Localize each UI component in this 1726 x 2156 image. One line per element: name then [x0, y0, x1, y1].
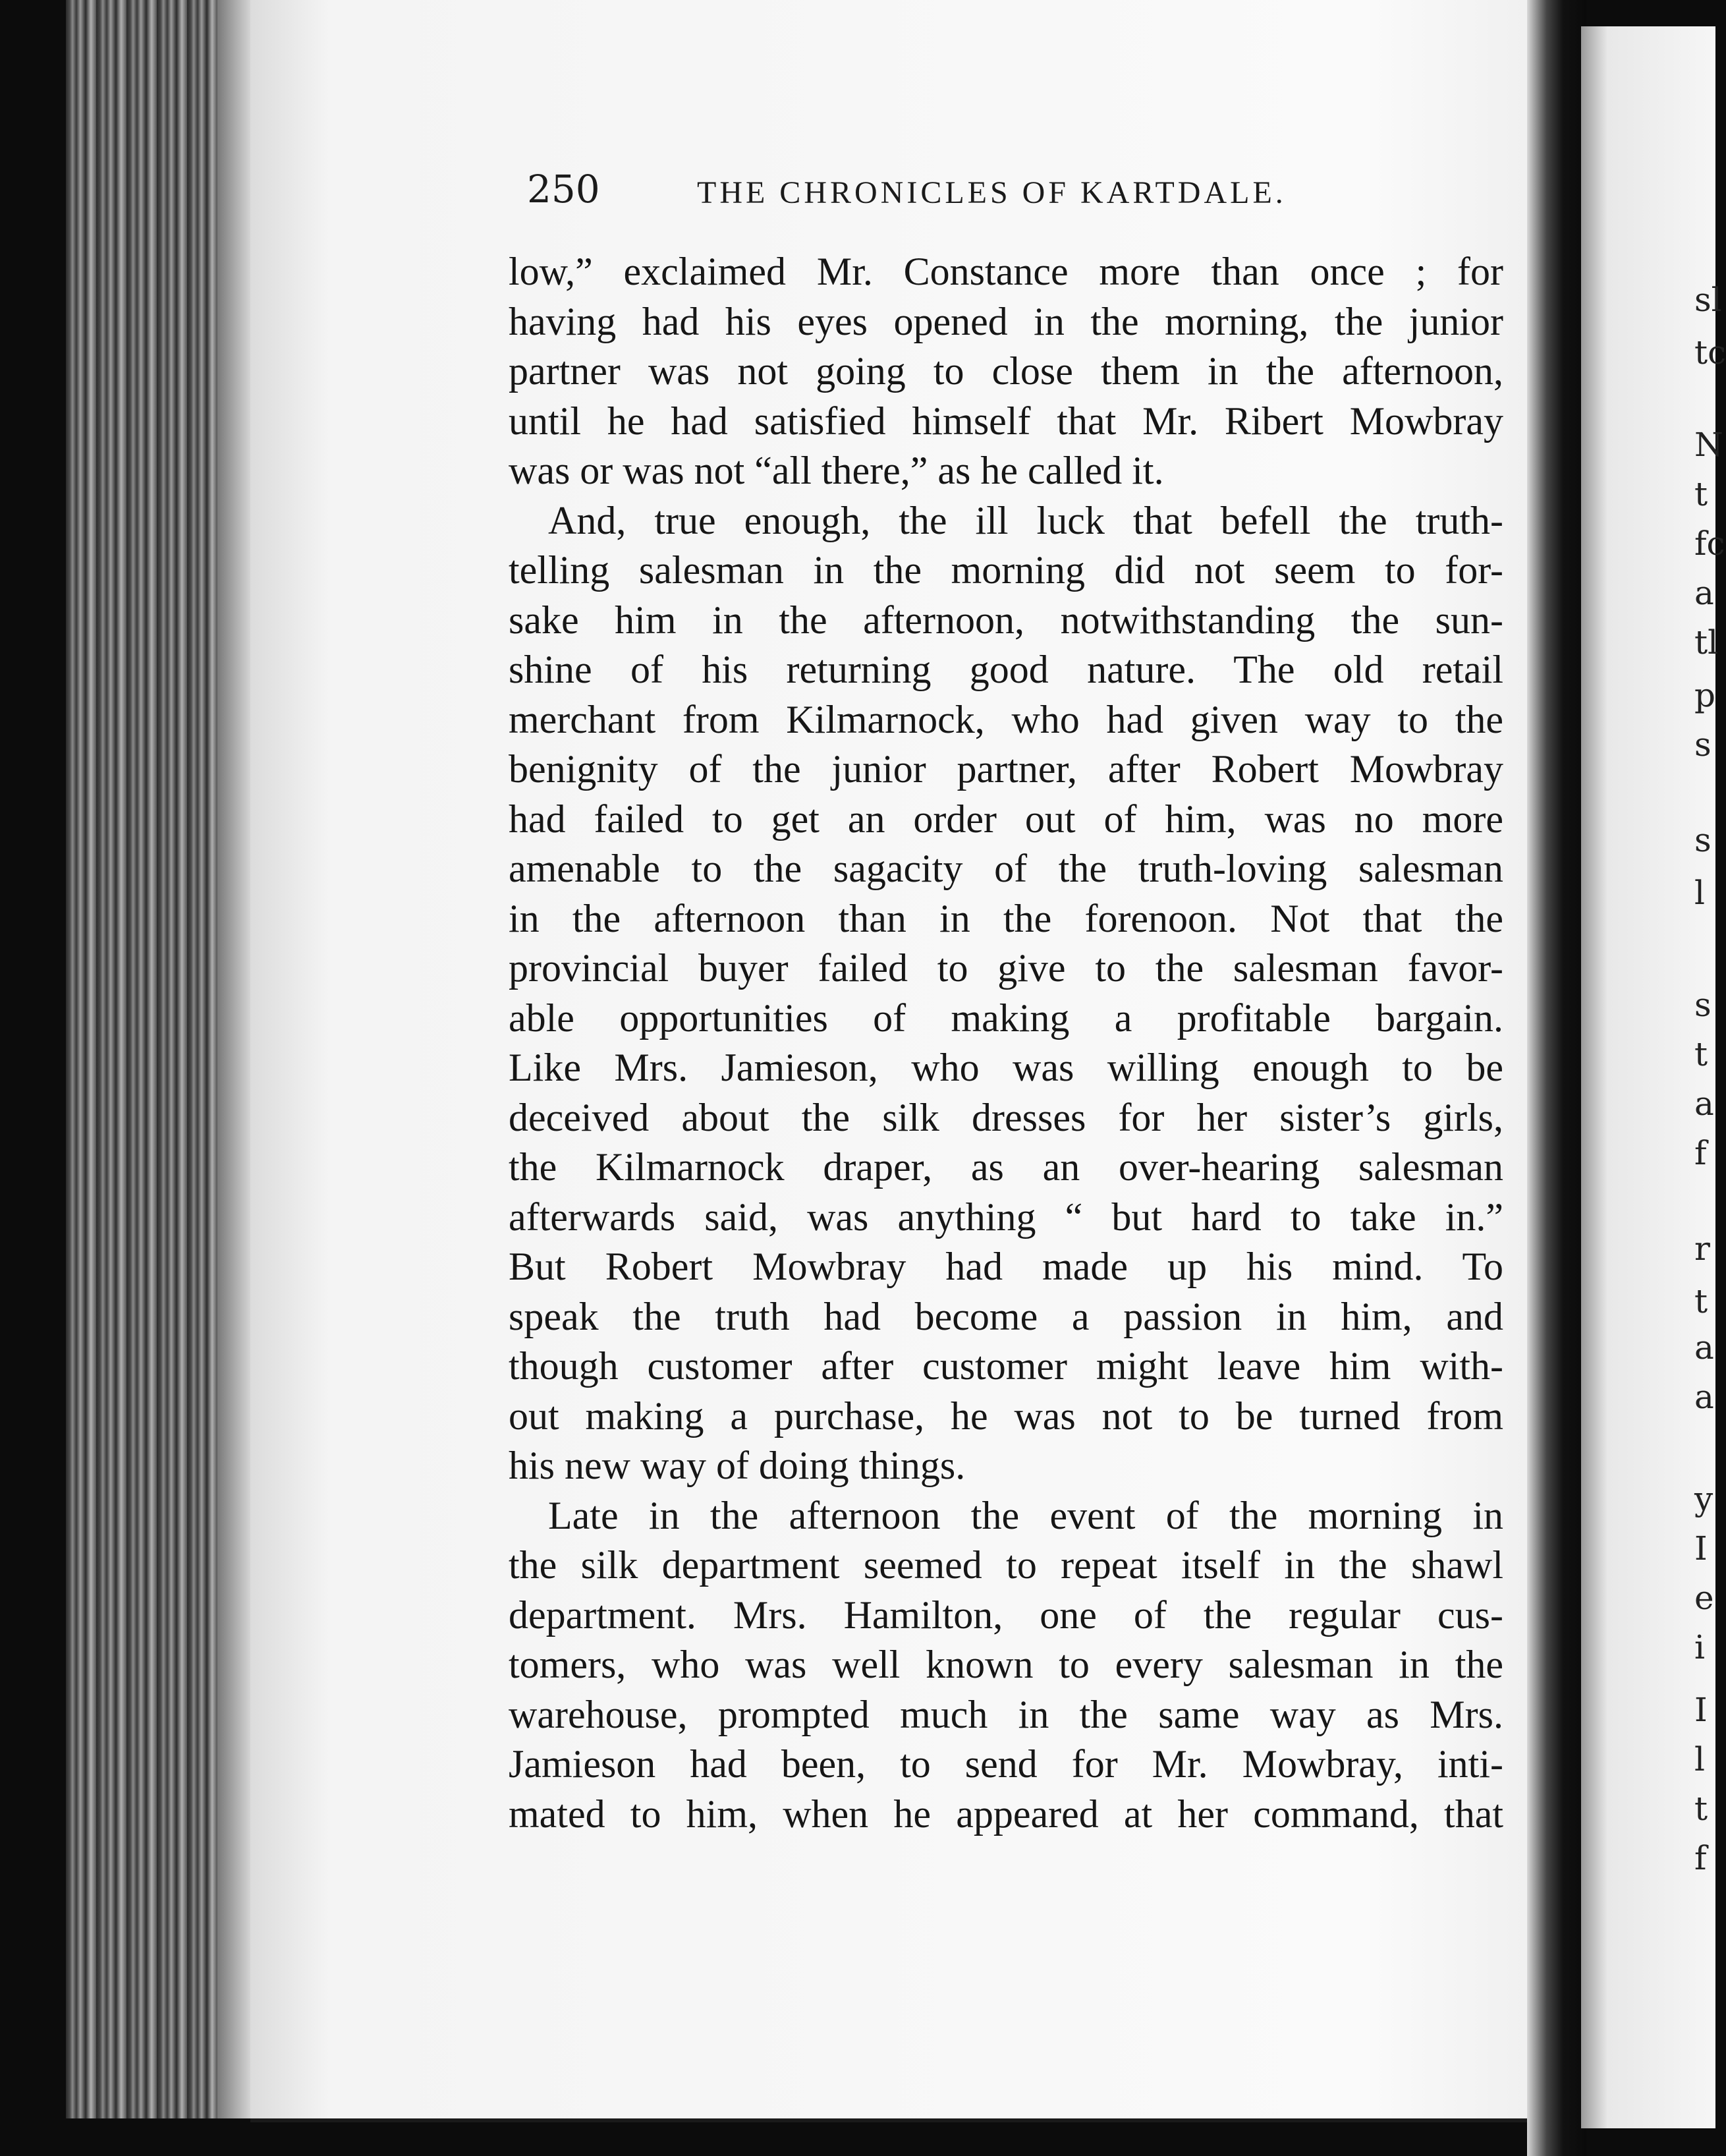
facing-page-letter: s	[1694, 725, 1712, 764]
text-line: partner was not going to close them in the afternoon,	[509, 349, 1503, 393]
text-line: shine of his returning good nature. The old retail	[509, 648, 1503, 691]
page-body-text	[509, 247, 1503, 1839]
text-line: tomers, who was well known to every salesman in the	[509, 1643, 1503, 1686]
facing-page-letter: p	[1694, 676, 1716, 714]
text-line: in the afternoon than in the forenoon. Not that the	[509, 896, 1503, 940]
text-line: was or was not “all there,” as he called it.	[509, 449, 1164, 492]
facing-page-letter: f	[1694, 1134, 1707, 1172]
text-line: Like Mrs. Jamieson, who was willing enough to be	[509, 1046, 1503, 1089]
facing-page-letter: t	[1694, 475, 1708, 513]
text-line: out making a purchase, he was not to be turned from	[509, 1394, 1503, 1438]
facing-page-letter: N	[1694, 426, 1723, 464]
facing-page-letter: s	[1694, 986, 1712, 1024]
facing-page-letter: i	[1694, 1628, 1705, 1666]
facing-page-letter: tc	[1694, 333, 1726, 372]
text-line: amenable to the sagacity of the truth-loving salesman	[509, 847, 1503, 890]
facing-page-letter: sl	[1694, 281, 1722, 319]
text-line: low,” exclaimed Mr. Constance more than once ; for	[509, 250, 1503, 293]
facing-page-letter: s	[1694, 821, 1712, 859]
running-title: THE CHRONICLES OF KARTDALE.	[697, 175, 1287, 210]
facing-page-letter: t	[1694, 1282, 1708, 1320]
facing-page-letter: a	[1694, 1328, 1714, 1367]
text-line: until he had satisfied himself that Mr. Ribert Mowbray	[509, 399, 1503, 443]
text-line: having had his eyes opened in the morning, the junior	[509, 299, 1503, 343]
facing-page-letter: fc	[1694, 525, 1725, 563]
text-line: warehouse, prompted much in the same way as Mrs.	[509, 1692, 1503, 1736]
facing-page-letter: e	[1694, 1579, 1714, 1617]
facing-page-letter: a	[1694, 1378, 1714, 1416]
text-line: telling salesman in the morning did not seem to for-	[509, 548, 1503, 592]
text-line: But Robert Mowbray had made up his mind. To	[509, 1245, 1503, 1288]
text-line: his new way of doing things.	[509, 1444, 966, 1487]
book-gutter-shadow	[1527, 0, 1586, 2156]
facing-page-letter: y	[1694, 1480, 1713, 1518]
facing-page-letter: a	[1694, 574, 1714, 612]
facing-page-letter: r	[1694, 1230, 1710, 1268]
text-line: sake him in the afternoon, notwithstanding the sun-	[509, 598, 1503, 642]
text-line: deceived about the silk dresses for her sister’s girls,	[509, 1095, 1503, 1139]
text-line: merchant from Kilmarnock, who had given way to the	[509, 697, 1503, 741]
facing-page-letter: a	[1694, 1085, 1714, 1123]
text-line: benignity of the junior partner, after Robert Mowbray	[509, 747, 1503, 791]
text-line: the silk department seemed to repeat itself in the shawl	[509, 1543, 1503, 1587]
facing-page-letter: l	[1694, 1740, 1705, 1778]
text-line: the Kilmarnock draper, as an over-hearing salesman	[509, 1145, 1503, 1189]
text-line: though customer after customer might leave him with-	[509, 1344, 1503, 1388]
page-number: 250	[527, 167, 600, 212]
facing-page-letter: t	[1694, 1790, 1708, 1828]
stacked-page-edges	[66, 0, 257, 2118]
text-line: speak the truth had become a passion in him, and	[509, 1294, 1503, 1338]
facing-page-letter: f	[1694, 1839, 1707, 1877]
running-head	[527, 166, 1515, 212]
facing-page-letter: tl	[1694, 623, 1719, 662]
text-line: mated to him, when he appeared at her command, that	[509, 1792, 1503, 1836]
facing-page-letter: I	[1694, 1529, 1708, 1568]
text-line: Jamieson had been, to send for Mr. Mowbray, inti-	[509, 1742, 1503, 1786]
facing-page-letter: l	[1694, 874, 1705, 912]
text-line: provincial buyer failed to give to the salesman favor-	[509, 946, 1503, 990]
paragraph-first-line: Late in the afternoon the event of the morning in	[548, 1493, 1503, 1537]
facing-page-letter: I	[1694, 1691, 1708, 1729]
paragraph-first-line: And, true enough, the ill luck that befell the truth-	[548, 498, 1503, 542]
text-line: department. Mrs. Hamilton, one of the regular cus-	[509, 1593, 1503, 1637]
text-line: afterwards said, was anything “ but hard to take in.”	[509, 1195, 1503, 1239]
text-line: had failed to get an order out of him, was no more	[509, 797, 1503, 841]
text-line: able opportunities of making a profitable bargain.	[509, 996, 1503, 1040]
facing-page-letter: t	[1694, 1035, 1708, 1073]
